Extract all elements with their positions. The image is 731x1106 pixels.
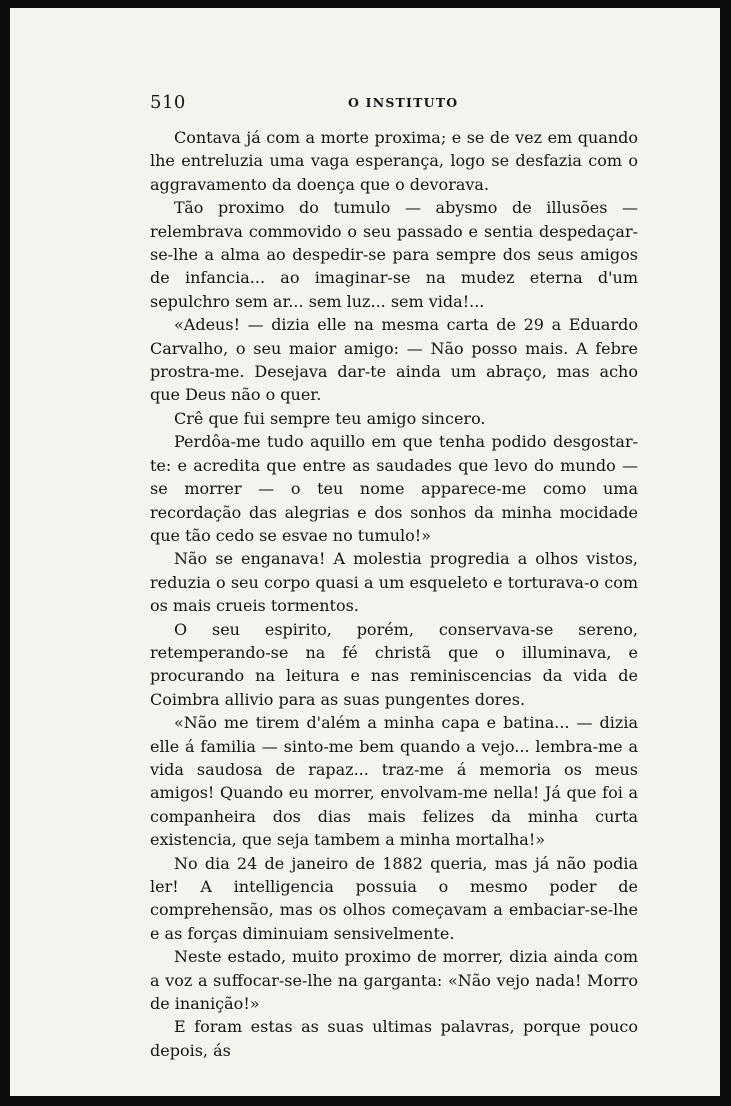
book-page: [10, 8, 720, 1096]
paragraph: O seu espirito, porém, conservava-se sereno, retemperando-se na fé christã que o illuminava, e procurando na leitura e nas reminiscencias da vida de Coimbra allivio para as suas pungentes dores.: [150, 619, 638, 709]
page-header: [150, 92, 638, 118]
body-text: [150, 126, 638, 1062]
paragraph: E foram estas as suas ultimas palavras, porque pouco depois, ás: [150, 1017, 638, 1060]
page-number: 510: [150, 92, 186, 113]
paragraph: Neste estado, muito proximo de morrer, dizia ainda com a voz a suffocar-se-lhe na garganta: «Não vejo nada! Morro de inanição!»: [150, 947, 638, 1014]
paragraph: Tão proximo do tumulo — abysmo de illusões — relembrava commovido o seu passado e sentia despedaçar-se-lhe a alma ao despedir-se para sempre dos seus amigos de infancia... ao imaginar-se na mudez eterna d'um sepulchro sem ar... sem luz... sem vida!...: [150, 198, 638, 311]
running-title: O INSTITUTO: [348, 95, 459, 110]
paragraph: Perdôa-me tudo aquillo em que tenha podido desgostar-te: e acredita que entre as saudades que levo do mundo — se morrer — o teu nome apparece-me como uma recordação das alegrias e dos sonhos da minha mocidade que tão cedo se esvae no tumulo!»: [150, 432, 638, 545]
paragraph: Crê que fui sempre teu amigo sincero.: [174, 408, 486, 428]
paragraph: Contava já com a morte proxima; e se de vez em quando lhe entreluzia uma vaga esperança, logo se desfazia com o aggravamento da doença que o devorava.: [150, 128, 638, 194]
paragraph: No dia 24 de janeiro de 1882 queria, mas já não podia ler! A intelligencia possuia o mesmo poder de comprehensão, mas os olhos começavam a embaciar-se-lhe e as forças diminuiam sensivelmente.: [150, 853, 638, 943]
paragraph: «Adeus! — dizia elle na mesma carta de 29 a Eduardo Carvalho, o seu maior amigo: — Não posso mais. A febre prostra-me. Desejava dar-te ainda um abraço, mas acho que Deus não o quer.: [150, 315, 638, 405]
paragraph: «Não me tirem d'além a minha capa e batina... — dizia elle á familia — sinto-me bem quando a vejo... lembra-me a vida saudosa de rapaz... traz-me á memoria os meus amigos! Quando eu morrer, envolvam-me nella! Já que foi a companheira dos dias mais felizes da minha curta existencia, que seja tambem a minha mortalha!»: [150, 713, 638, 850]
paragraph: Não se enganava! A molestia progredia a olhos vistos, reduzia o seu corpo quasi a um esqueleto e torturava-o com os mais crueis tormentos.: [150, 549, 638, 616]
